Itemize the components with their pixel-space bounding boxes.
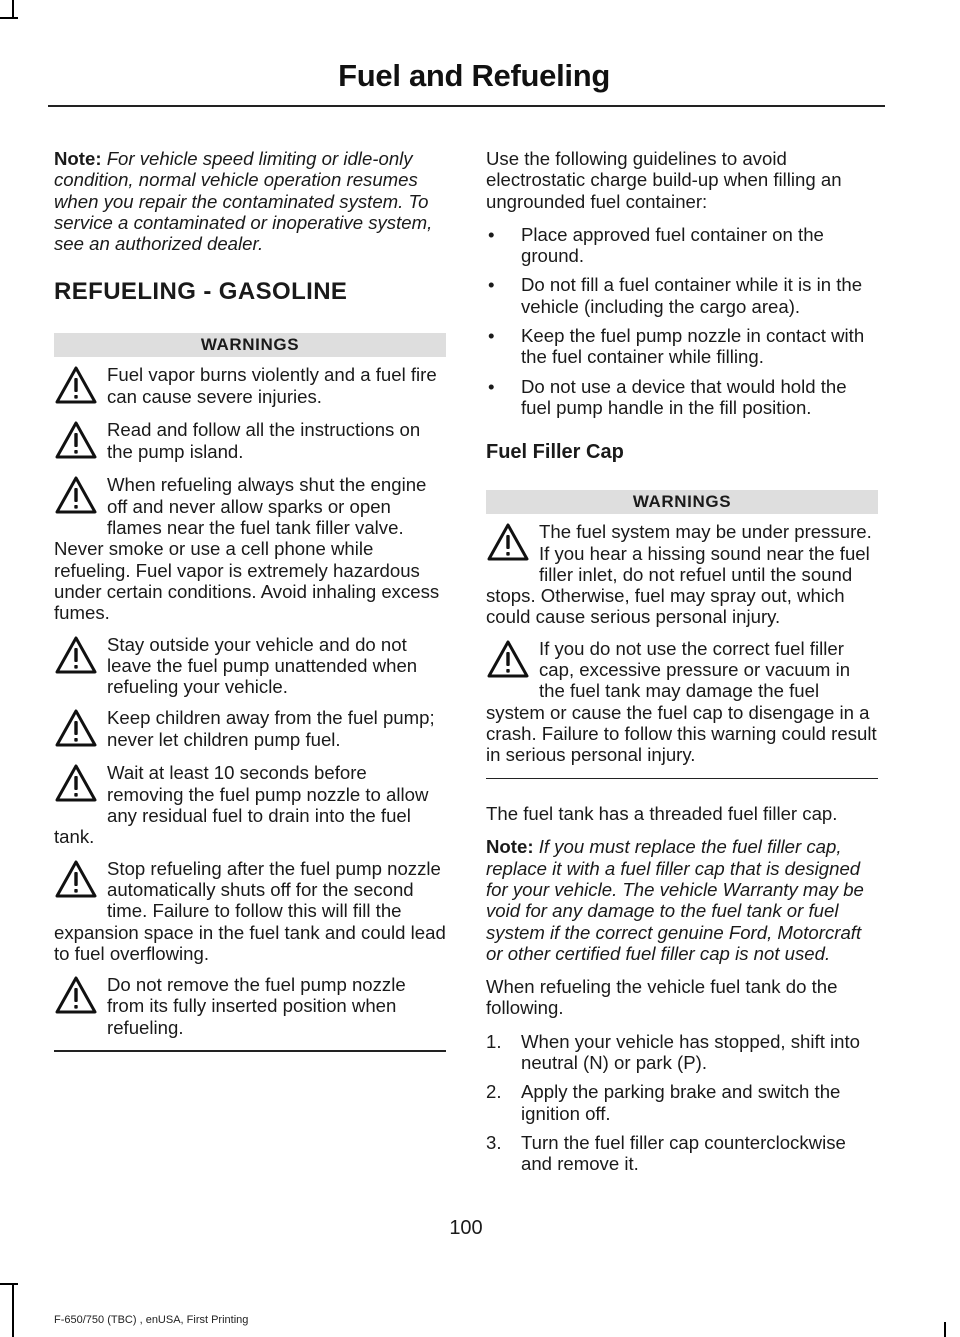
bullet-item xyxy=(486,224,878,267)
bullet-glyph: • xyxy=(488,223,495,245)
crop-mark xyxy=(12,1283,14,1337)
warning-item xyxy=(486,521,878,627)
warning-triangle-icon xyxy=(54,975,107,1019)
page-number: 100 xyxy=(449,1217,483,1239)
page-header-title: Fuel and Refueling xyxy=(338,58,610,93)
step-number: 1. xyxy=(486,1030,502,1052)
note-text: If you must replace the fuel filler cap, replace it with a fuel filler cap that is designed for your vehicle. The vehicle Warranty may be void for any damage to the fuel tank or fuel system if the correct genuine Ford, Motorcraft or other certified fuel filler cap is not used. xyxy=(486,836,864,964)
crop-mark xyxy=(0,1283,18,1285)
warning-item xyxy=(54,858,446,964)
warning-text: Read and follow all the instructions on the pump island. xyxy=(107,419,421,462)
header-rule xyxy=(48,105,885,107)
warning-triangle-icon xyxy=(54,763,107,807)
section-title: REFUELING - GASOLINE xyxy=(54,278,348,306)
subsection-title: Fuel Filler Cap xyxy=(486,441,624,464)
note-label: Note: xyxy=(486,836,534,858)
warnings-rule xyxy=(54,1050,446,1052)
warning-triangle-icon xyxy=(54,859,107,903)
warning-item xyxy=(54,474,446,623)
warning-item xyxy=(486,638,878,766)
crop-mark xyxy=(0,17,18,19)
warning-text: The fuel system may be under pressure. If you hear a hissing sound near the fuel filler inlet, do not refuel until the sound stops. Otherwise, fuel may spray out, which could cause serious personal injury. xyxy=(486,521,872,628)
step-item xyxy=(486,1031,878,1074)
steps-list xyxy=(486,1031,878,1175)
step-number: 3. xyxy=(486,1131,502,1153)
guidelines-list xyxy=(486,224,878,418)
warning-triangle-icon xyxy=(486,639,539,683)
warning-item xyxy=(54,974,446,1038)
warning-text: Fuel vapor burns violently and a fuel fire can cause severe injuries. xyxy=(107,364,437,407)
warning-triangle-icon xyxy=(54,420,107,464)
note-paragraph xyxy=(54,148,446,254)
bullet-text: Do not fill a fuel container while it is in the vehicle (including the cargo area). xyxy=(521,274,863,317)
right-column xyxy=(486,148,878,1182)
warnings-list xyxy=(54,364,446,1038)
bullet-item xyxy=(486,274,878,317)
warning-triangle-icon xyxy=(486,522,539,566)
warning-text: When refueling always shut the engine off and never allow sparks or open flames near the fuel tank filler valve. Never smoke or use a cell phone while refueling. Fuel vapor is extremely hazardous under certain conditions. Avoid inhaling excess fumes. xyxy=(54,474,440,624)
warnings-list xyxy=(486,521,878,765)
warnings-heading: WARNINGS xyxy=(486,490,878,514)
bullet-glyph: • xyxy=(488,325,495,347)
warning-text: Wait at least 10 seconds before removing the fuel pump nozzle to allow any residual fuel to drain into the fuel tank. xyxy=(54,762,429,848)
bullet-item xyxy=(486,325,878,368)
warning-text: Do not remove the fuel pump nozzle from its fully inserted position when refueling. xyxy=(107,974,406,1038)
bullet-item xyxy=(486,376,878,419)
footer-text: F-650/750 (TBC) , enUSA, First Printing xyxy=(54,1314,249,1326)
left-column xyxy=(54,148,446,1076)
warning-item xyxy=(54,762,446,847)
bullet-text: Keep the fuel pump nozzle in contact with the fuel container while filling. xyxy=(521,325,865,368)
step-number: 2. xyxy=(486,1081,502,1103)
warnings-heading: WARNINGS xyxy=(54,333,446,357)
bullet-text: Place approved fuel container on the ground. xyxy=(521,223,824,267)
note-paragraph xyxy=(486,836,878,964)
cap-paragraph: The fuel tank has a threaded fuel filler cap. xyxy=(486,803,838,825)
warning-text: Stop refueling after the fuel pump nozzle automatically shuts off for the second time. Failure to follow this will fill the expansion space in the fuel tank and could lead to fuel overflowing. xyxy=(54,857,446,964)
warning-triangle-icon xyxy=(54,475,107,519)
note-text: For vehicle speed limiting or idle-only condition, normal vehicle operation resumes when you repair the contaminated system. To service a contaminated or inoperative system, see an authorized dealer. xyxy=(54,148,433,255)
steps-intro: When refueling the vehicle fuel tank do the following. xyxy=(486,976,838,1019)
bullet-glyph: • xyxy=(488,375,495,397)
warning-item xyxy=(54,364,446,409)
warning-triangle-icon xyxy=(54,365,107,409)
warning-triangle-icon xyxy=(54,635,107,679)
intro-paragraph: Use the following guidelines to avoid electrostatic charge build-up when filling an ungrounded fuel container: xyxy=(486,148,842,212)
warning-triangle-icon xyxy=(54,708,107,752)
note-label: Note: xyxy=(54,148,102,169)
bullet-text: Do not use a device that would hold the fuel pump handle in the fill position. xyxy=(521,375,847,418)
warning-item xyxy=(54,707,446,752)
warning-item xyxy=(54,419,446,464)
step-text: Turn the fuel filler cap counterclockwise and remove it. xyxy=(521,1131,846,1175)
warning-text: Keep children away from the fuel pump; never let children pump fuel. xyxy=(107,707,435,750)
crop-mark xyxy=(944,1322,946,1337)
bullet-glyph: • xyxy=(488,274,495,296)
step-text: Apply the parking brake and switch the ignition off. xyxy=(521,1081,841,1124)
warning-text: Stay outside your vehicle and do not leave the fuel pump unattended when refueling your vehicle. xyxy=(107,633,418,698)
step-text: When your vehicle has stopped, shift into neutral (N) or park (P). xyxy=(521,1030,861,1073)
crop-mark xyxy=(12,0,14,18)
warnings-rule xyxy=(486,778,878,780)
warning-item xyxy=(54,634,446,698)
step-item xyxy=(486,1081,878,1124)
step-item xyxy=(486,1132,878,1175)
warning-text: If you do not use the correct fuel filler cap, excessive pressure or vacuum in the fuel tank may damage the fuel system or cause the fuel cap to disengage in a crash. Failure to follow this warning could result in serious personal injury. xyxy=(486,637,877,766)
